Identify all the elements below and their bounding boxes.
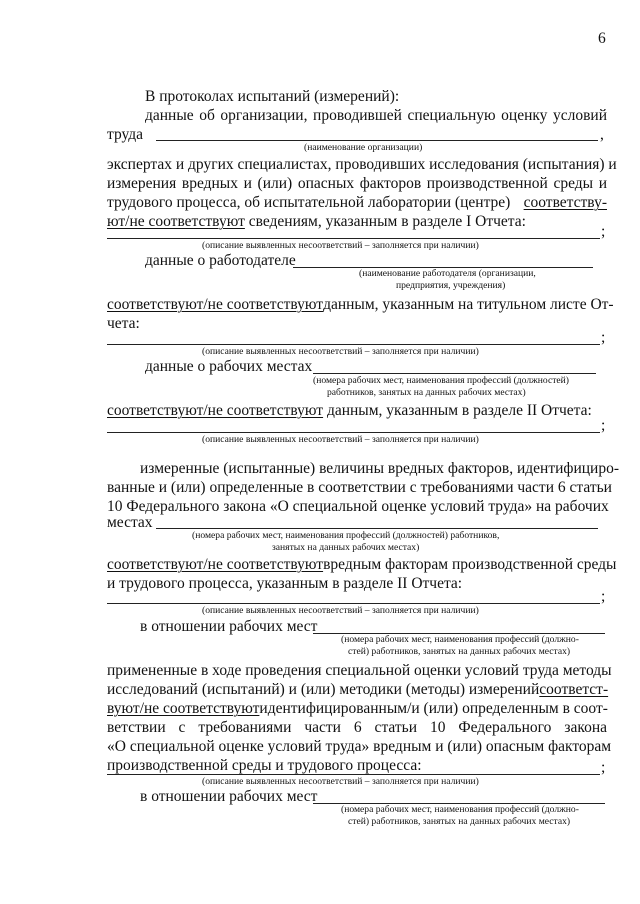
caption-discrepancies: (описание выявленных несоответствий – заполняется при наличии) [202, 346, 479, 357]
caption-workplaces: (номера рабочих мест, наименования профессий (должностей) работников, [192, 530, 500, 541]
text-segment: вредным факторам производственной среды [323, 556, 617, 573]
text-line: в отношении рабочих мест [140, 788, 318, 805]
caption-workplaces: (номера рабочих мест, наименования профессий (должно- [341, 634, 579, 645]
option-text: соответствуют/не соответствуют [107, 402, 324, 419]
caption-employer: (наименование работодателя (организации, [359, 268, 536, 279]
text-line [107, 194, 607, 212]
caption-workplaces: стей) работников, занятых на данных рабочих местах) [348, 816, 571, 827]
caption-discrepancies: (описание выявленных несоответствий – заполняется при наличии) [202, 776, 479, 787]
caption-workplaces: (номера рабочих мест, наименования профессий (должно- [341, 804, 579, 815]
text-line: чета: [107, 315, 140, 332]
text-line: и трудового процесса, указанным в разделе II Отчета: [107, 575, 463, 592]
text-line: экспертах и других специалистах, проводивших исследования (испытания) и [107, 156, 617, 173]
text-segment: данным, указанным в разделе II Отчета: [326, 402, 592, 419]
text-line: производственной среды и трудового процесса: [107, 757, 422, 774]
text-line [107, 402, 607, 420]
caption-discrepancies: (описание выявленных несоответствий – заполняется при наличии) [202, 240, 479, 251]
semicolon: ; [601, 223, 606, 240]
text-line: данные о рабочих местах [145, 358, 313, 375]
text-line: труда [107, 126, 144, 143]
semicolon: ; [601, 588, 606, 605]
semicolon: ; [601, 417, 606, 434]
caption-workplaces: (номера рабочих мест, наименования профессий (должностей) [313, 375, 569, 386]
text-line: В протоколах испытаний (измерений): [145, 88, 400, 105]
option-text: ют/не соответствуют [107, 213, 245, 230]
fill-line-discrepancies[interactable] [107, 432, 600, 433]
text-line [107, 700, 607, 718]
caption-workplaces: стей) работников, занятых на данных рабочих местах) [348, 646, 571, 657]
fill-line-organization[interactable] [156, 140, 598, 141]
caption-discrepancies: (описание выявленных несоответствий – заполняется при наличии) [202, 434, 479, 445]
fill-line-workplaces[interactable] [156, 528, 598, 529]
text-line [107, 556, 617, 574]
text-line [107, 681, 607, 699]
text-segment: трудового процесса, об испытательной лаборатории (центре) [107, 194, 511, 211]
fill-line-discrepancies[interactable] [107, 603, 600, 604]
option-text: вуют/не соответствуют [107, 700, 260, 717]
text-segment: исследований (испытаний) и (или) методики (методы) измерений [107, 681, 540, 698]
text-line: ветствии с требованиями части 6 статьи 10 Федерального закона [107, 719, 607, 736]
text-line: примененные в ходе проведения специальной оценки условий труда методы [107, 662, 612, 679]
option-text: соответствуют/не соответствуют [107, 556, 324, 573]
option-text: соответствуют/не соответствуют [107, 296, 324, 313]
caption-discrepancies: (описание выявленных несоответствий – заполняется при наличии) [202, 605, 479, 616]
text-line: «О специальной оценке условий труда» вредным и (или) опасным факторам [107, 738, 612, 755]
text-segment: данным, указанным на титульном листе От- [323, 296, 614, 313]
fill-line-discrepancies[interactable] [107, 344, 600, 345]
caption-workplaces: работников, занятых на данных рабочих местах) [327, 387, 526, 398]
text-line: данные об организации, проводившей специальную оценку условий [145, 107, 607, 124]
text-line: местах [107, 514, 153, 531]
text-line: ванные и (или) определенные в соответствии с требованиями части 6 статьи [107, 479, 612, 496]
fill-line-workplaces[interactable] [313, 373, 596, 374]
text-line: 10 Федерального закона «О специальной оценке условий труда» на рабочих [107, 498, 609, 515]
fill-line-discrepancies[interactable] [107, 238, 600, 239]
text-line: измерения вредных и (или) опасных факторов производственной среды и [107, 175, 607, 192]
page-number: 6 [598, 30, 606, 47]
semicolon: ; [601, 329, 606, 346]
caption-workplaces: занятых на данных рабочих местах) [272, 542, 420, 553]
text-line [107, 213, 607, 231]
caption-organization: (наименование организации) [304, 142, 423, 153]
text-segment: сведениям, указанным в разделе I Отчета: [248, 213, 526, 230]
text-line: измеренные (испытанные) величины вредных факторов, идентифициро- [140, 460, 620, 477]
comma: , [600, 126, 604, 143]
option-text: соответст- [539, 681, 609, 698]
fill-line-discrepancies[interactable] [107, 774, 600, 775]
text-line: данные о работодателе [145, 252, 296, 269]
text-line: в отношении рабочих мест [140, 618, 318, 635]
semicolon: ; [601, 759, 606, 776]
option-text: соответству- [523, 194, 607, 211]
caption-employer: предприятия, учреждения) [396, 280, 506, 291]
text-segment: идентифицированным/и (или) определенным в соот- [259, 700, 608, 717]
text-line [107, 296, 614, 314]
